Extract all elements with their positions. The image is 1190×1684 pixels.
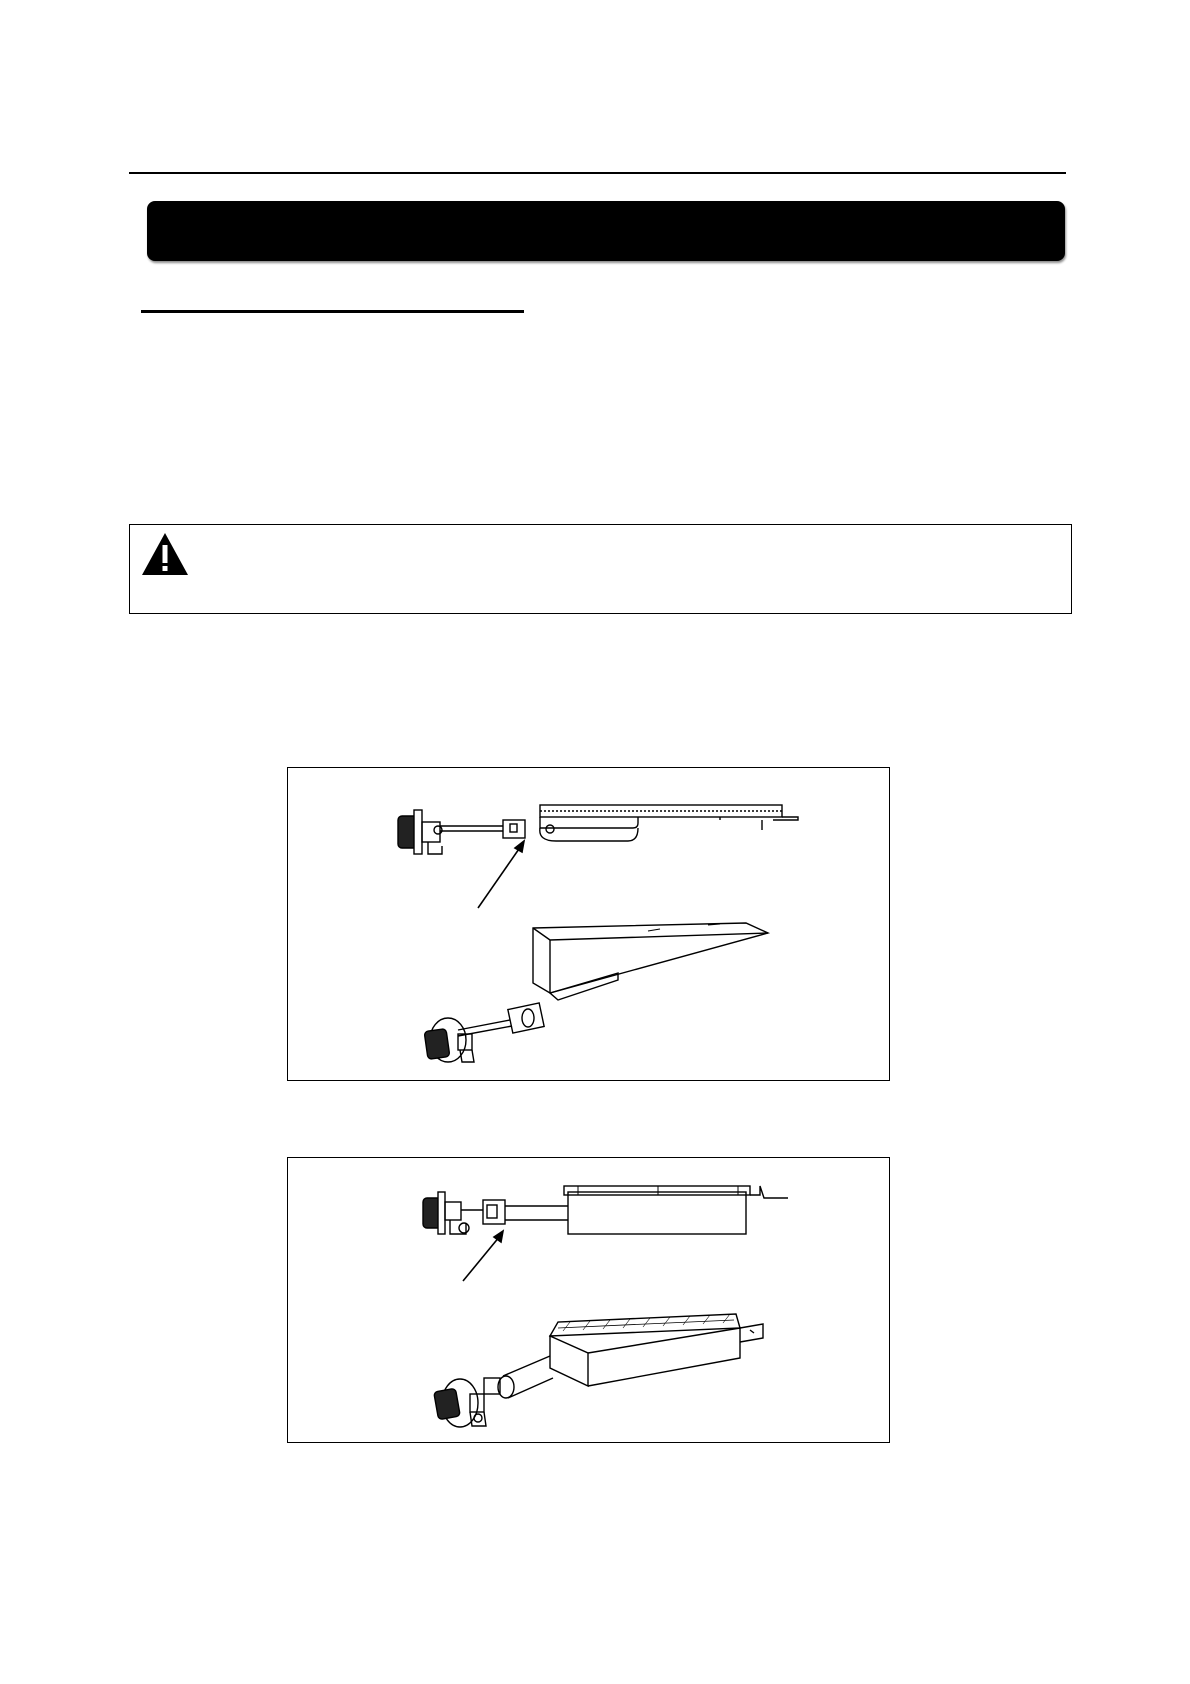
figure-infrared-burner <box>287 1157 890 1443</box>
arrow-icon <box>478 841 524 908</box>
side-view <box>423 1186 788 1234</box>
perspective-view <box>434 1314 763 1427</box>
header-rule <box>129 172 1066 174</box>
arrow-icon <box>463 1231 503 1281</box>
side-view <box>398 805 798 854</box>
figure-tube-burner <box>287 767 890 1081</box>
tube-burner-illustration <box>288 768 891 1082</box>
infrared-burner-illustration <box>288 1158 891 1444</box>
warning-box <box>129 524 1072 614</box>
warning-triangle-icon <box>140 531 190 577</box>
subheading-underline <box>141 310 524 313</box>
perspective-view <box>424 923 768 1062</box>
section-title-bar <box>147 201 1065 261</box>
